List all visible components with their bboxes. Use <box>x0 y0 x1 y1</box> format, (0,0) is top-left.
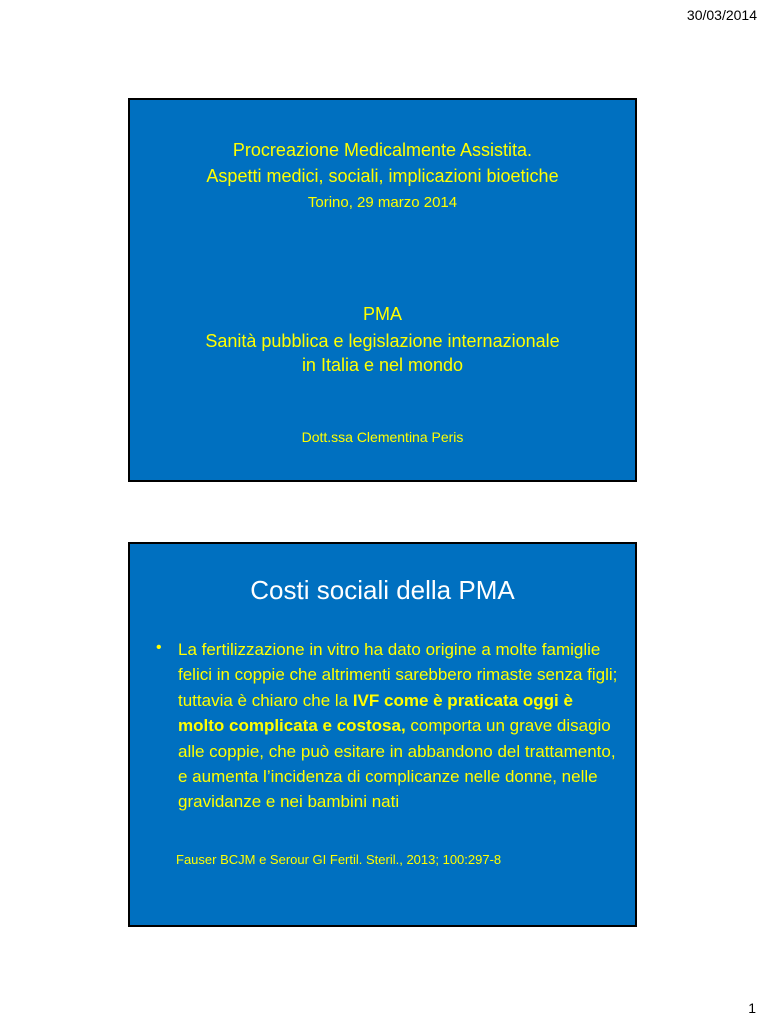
conference-subtitle: Aspetti medici, sociali, implicazioni bioetiche <box>206 166 559 186</box>
talk-title-line2: in Italia e nel mondo <box>301 355 464 375</box>
citation: Fauser BCJM e Serour GI Fertil. Steril., 2013; 100:297-8 <box>176 852 502 867</box>
bullet-text <box>178 637 623 815</box>
speaker-name: Dott.ssa Clementina Peris <box>301 429 464 445</box>
bullet-text-bold: IVF come è praticata oggi è molto complicata e costosa, <box>178 690 573 736</box>
page-number: 1 <box>748 1000 756 1016</box>
slide-2 <box>128 542 637 927</box>
conference-date: Torino, 29 marzo 2014 <box>307 194 458 211</box>
bullet-icon: • <box>156 639 162 656</box>
conference-title: Procreazione Medicalmente Assistita. <box>232 140 533 160</box>
slide-title: Costi sociali della PMA <box>250 575 515 605</box>
slide-1 <box>128 98 637 482</box>
talk-topic: PMA <box>362 304 402 324</box>
page-date: 30/03/2014 <box>686 7 757 23</box>
talk-title-line1: Sanità pubblica e legislazione internazionale <box>205 331 560 351</box>
bullet-text-part2: comporta un grave disagio alle coppie, che può esitare in abbandono del trattamento, e aumenta l’incidenza di complicanze nelle donne, nelle gravidanze e nei bambini nati <box>178 716 616 812</box>
bullet-text-part1: La fertilizzazione in vitro ha dato origine a molte famiglie felici in coppie che altrimenti sarebbero rimaste senza figli; tuttavia è chiaro che la <box>178 640 618 710</box>
